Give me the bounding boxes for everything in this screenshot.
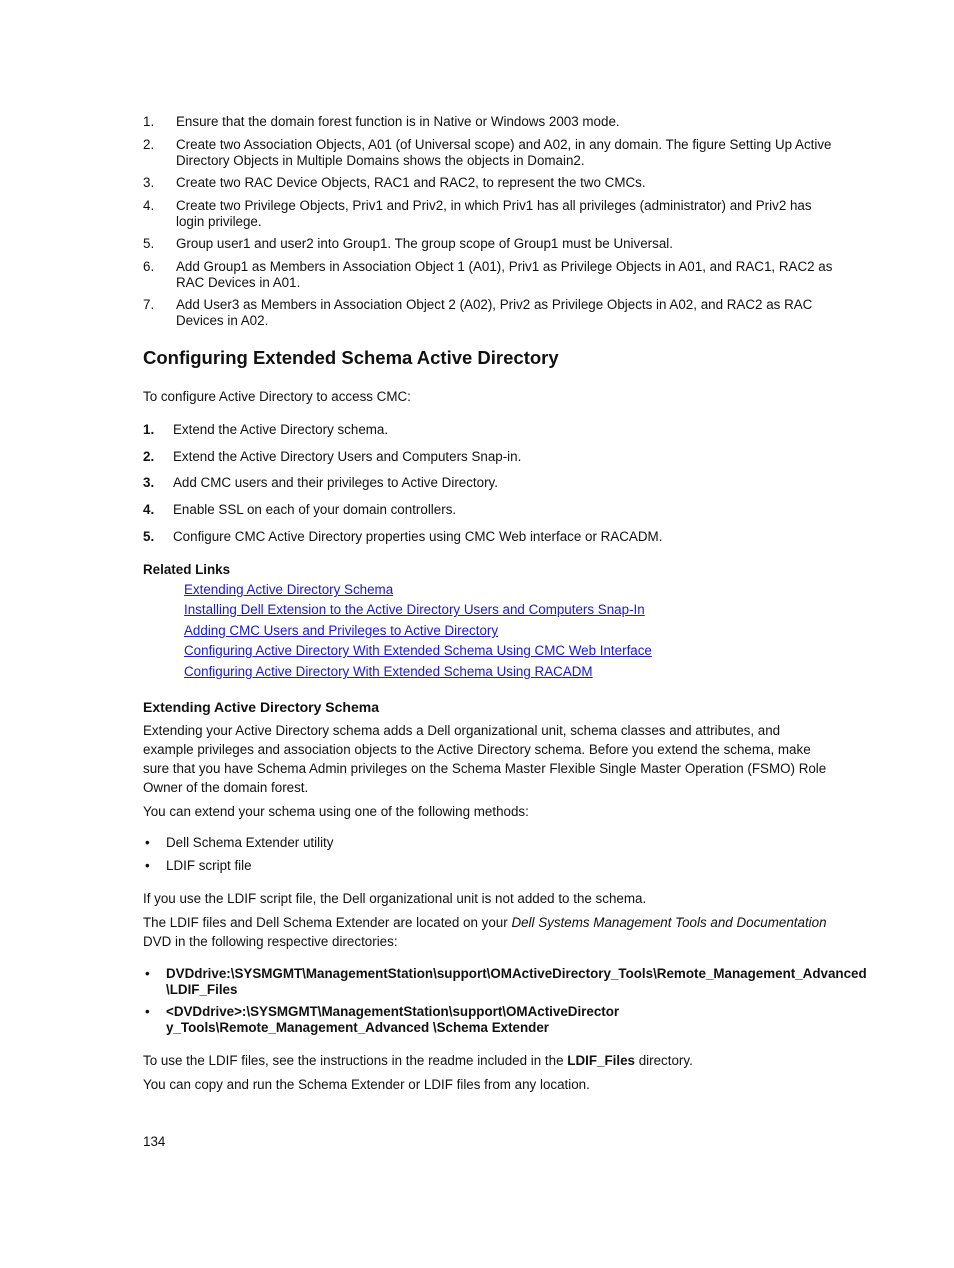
step-item: Configure CMC Active Directory properties using CMC Web interface or RACADM.: [173, 529, 663, 544]
para-text: The LDIF files and Dell Schema Extender are located on your: [143, 915, 512, 930]
paragraph: Extending your Active Directory schema adds a Dell organizational unit, schema classes and attributes, and example privileges and association objects to the Active Directory schema. Before you extend the schema, make sure that you have Schema Admin privileges on the Schema Master Flexible Single Master Operation (FSMO) Role Owner of the domain forest.: [143, 723, 827, 795]
section-intro: To configure Active Directory to access CMC:: [143, 389, 411, 404]
related-links-label: Related Links: [143, 562, 231, 577]
step-number: 5.: [143, 529, 155, 544]
para-text: To use the LDIF files, see the instructions in the readme included in the: [143, 1053, 568, 1068]
list-item: Add Group1 as Members in Association Object 1 (A01), Priv1 as Privilege Objects in A01, and RAC1, RAC2 as RAC Devices in A01.: [176, 259, 833, 290]
link-extending-schema[interactable]: Extending Active Directory Schema: [184, 582, 394, 597]
step-number: 2.: [143, 449, 155, 464]
list-item: Create two Privilege Objects, Priv1 and Priv2, in which Priv1 has all privileges (administrator) and Priv2 has login privilege.: [176, 198, 812, 229]
subsection-heading: Extending Active Directory Schema: [143, 699, 380, 715]
bullet: •: [145, 858, 150, 873]
step-item: Add CMC users and their privileges to Active Directory.: [173, 475, 498, 490]
step-item: Enable SSL on each of your domain controllers.: [173, 502, 457, 517]
step-number: 1.: [143, 422, 155, 437]
paragraph: [143, 913, 833, 951]
link-adding-cmc-users[interactable]: Adding CMC Users and Privileges to Active Directory: [184, 623, 499, 638]
list-item: Create two RAC Device Objects, RAC1 and RAC2, to represent the two CMCs.: [176, 175, 646, 190]
page-number: 134: [143, 1134, 166, 1149]
bullet: •: [145, 966, 150, 981]
step-item: Extend the Active Directory schema.: [173, 422, 389, 437]
list-number: 4.: [143, 198, 155, 213]
list-item: Group user1 and user2 into Group1. The group scope of Group1 must be Universal.: [176, 236, 673, 251]
para-text: directory.: [635, 1053, 693, 1068]
list-number: 1.: [143, 114, 155, 129]
step-item: Extend the Active Directory Users and Computers Snap-in.: [173, 449, 522, 464]
para-text: DVD in the following respective directories:: [143, 934, 398, 949]
list-number: 6.: [143, 259, 155, 274]
link-installing-snap-in[interactable]: Installing Dell Extension to the Active Directory Users and Computers Snap-In: [184, 602, 645, 617]
doc-title: Dell Systems Management Tools and Documentation: [511, 915, 827, 930]
link-configure-racadm[interactable]: Configuring Active Directory With Extended Schema Using RACADM: [184, 664, 593, 679]
bullet: •: [145, 835, 150, 850]
list-item: LDIF script file: [166, 858, 252, 873]
path-item: <DVDdrive>:\SYSMGMT\ManagementStation\support\OMActiveDirector y_Tools\Remote_Management_Advanced \Schema Extender: [166, 1004, 620, 1035]
ldif-files-term: LDIF_Files: [567, 1053, 635, 1068]
step-number: 3.: [143, 475, 155, 490]
list-item: Ensure that the domain forest function is in Native or Windows 2003 mode.: [176, 114, 620, 129]
list-number: 2.: [143, 137, 155, 152]
path-item: DVDdrive:\SYSMGMT\ManagementStation\support\OMActiveDirectory_Tools\Remote_Management_Advanced \LDIF_Files: [166, 966, 867, 997]
list-item: Add User3 as Members in Association Object 2 (A02), Priv2 as Privilege Objects in A02, and RAC2 as RAC Devices in A02.: [176, 297, 813, 328]
paragraph: If you use the LDIF script file, the Dell organizational unit is not added to the schema.: [143, 891, 647, 906]
list-number: 3.: [143, 175, 155, 190]
paragraph: You can copy and run the Schema Extender or LDIF files from any location.: [143, 1077, 590, 1092]
paragraph: You can extend your schema using one of the following methods:: [143, 804, 529, 819]
section-heading: Configuring Extended Schema Active Directory: [143, 347, 559, 368]
list-item: Create two Association Objects, A01 (of Universal scope) and A02, in any domain. The figure Setting Up Active Directory Objects in Multiple Domains shows the objects in Domain2.: [176, 137, 832, 168]
list-item: Dell Schema Extender utility: [166, 835, 334, 850]
list-number: 7.: [143, 297, 155, 312]
paragraph: [143, 1051, 833, 1070]
step-number: 4.: [143, 502, 155, 517]
bullet: •: [145, 1004, 150, 1019]
list-number: 5.: [143, 236, 155, 251]
link-configure-web-interface[interactable]: Configuring Active Directory With Extended Schema Using CMC Web Interface: [184, 643, 652, 658]
